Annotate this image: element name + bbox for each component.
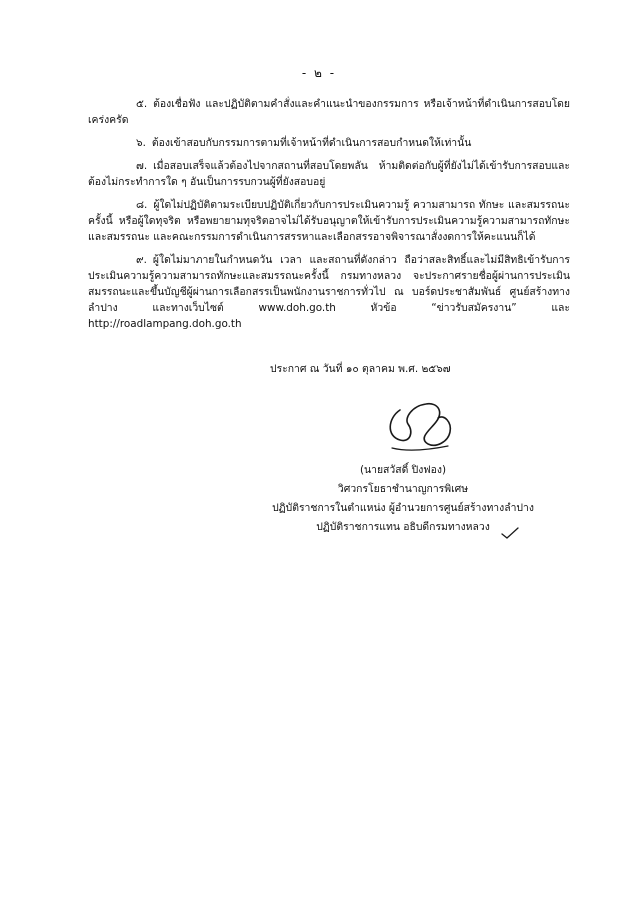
item-number: ๙. bbox=[136, 254, 147, 266]
signer-on-behalf: ปฏิบัติราชการแทน อธิบดีกรมทางหลวง bbox=[316, 521, 490, 533]
list-item bbox=[88, 197, 570, 245]
rules-list bbox=[88, 96, 570, 339]
item-number: ๖. bbox=[136, 137, 146, 149]
item-text: ผู้ใดไม่มาภายในกำหนดวัน เวลา และสถานที่ดังกล่าว ถือว่าสละสิทธิ์และไม่มีสิทธิเข้ารับการประเมินความรู้ความสามารถทักษะและสมรรถนะครั้งนี้ กรมทางหลวง จะประกาศรายชื่อผู้ผ่านการประเมินสมรรถนะและขึ้นบัญชีผู้ผ่านการเลือกสรรเป็นพนักงานราชการทั่วไป ณ บอร์ดประชาสัมพันธ์ ศูนย์สร้างทางลำปาง และทางเว็บไซต์ www.doh.go.th หัวข้อ “ข่าวรับสมัครงาน” และ http://roadlampang.doh.go.th bbox=[88, 254, 570, 330]
item-text: ต้องเชื่อฟัง และปฏิบัติตามคำสั่งและคำแนะนำของกรรมการ หรือเจ้าหน้าที่ดำเนินการสอบโดยเคร่งครัด bbox=[88, 98, 570, 126]
item-text: ต้องเข้าสอบกับกรรมการตามที่เจ้าหน้าที่ดำเนินการสอบกำหนดให้เท่านั้น bbox=[151, 137, 472, 149]
signer-position: วิศวกรโยธาชำนาญการพิเศษ bbox=[337, 483, 469, 495]
item-number: ๗. bbox=[136, 160, 148, 172]
initial-mark bbox=[500, 526, 520, 540]
item-number: ๕. bbox=[136, 98, 148, 110]
list-item bbox=[88, 252, 570, 332]
signer-acting-role: ปฏิบัติราชการในตำแหน่ง ผู้อำนวยการศูนย์สร้างทางลำปาง bbox=[272, 502, 534, 514]
item-text: ผู้ใดไม่ปฏิบัติตามระเบียบปฏิบัติเกี่ยวกับการประเมินความรู้ ความสามารถ ทักษะ และสมรรถนะครั้งนี้ หรือผู้ใดทุจริต หรือพยายามทุจริตอาจไม่ได้รับอนุญาตให้เข้ารับการประเมินความรู้ความสามารถทักษะและสมรรถนะ และคณะกรรมการดำเนินการสรรหาและเลือกสรรอาจพิจารณาสั่งงดการให้คะแนนก็ได้ bbox=[88, 199, 570, 243]
list-item bbox=[88, 158, 570, 190]
list-item bbox=[88, 135, 570, 151]
page-number: - ๒ - bbox=[301, 66, 337, 80]
signer-name: (นายสวัสดิ์ ปิงฟอง) bbox=[359, 464, 447, 476]
announcement-date: ประกาศ ณ วันที่ ๑๐ ตุลาคม พ.ศ. ๒๕๖๗ bbox=[270, 363, 451, 375]
item-text: เมื่อสอบเสร็จแล้วต้องไปจากสถานที่สอบโดยพลัน ห้ามติดต่อกับผู้ที่ยังไม่ได้เข้ารับการสอบและต้องไม่กระทำการใด ๆ อันเป็นการรบกวนผู้ที่ยังสอบอยู่ bbox=[88, 160, 570, 188]
item-number: ๘. bbox=[136, 199, 148, 211]
signature-mark bbox=[378, 388, 468, 458]
list-item bbox=[88, 96, 570, 128]
